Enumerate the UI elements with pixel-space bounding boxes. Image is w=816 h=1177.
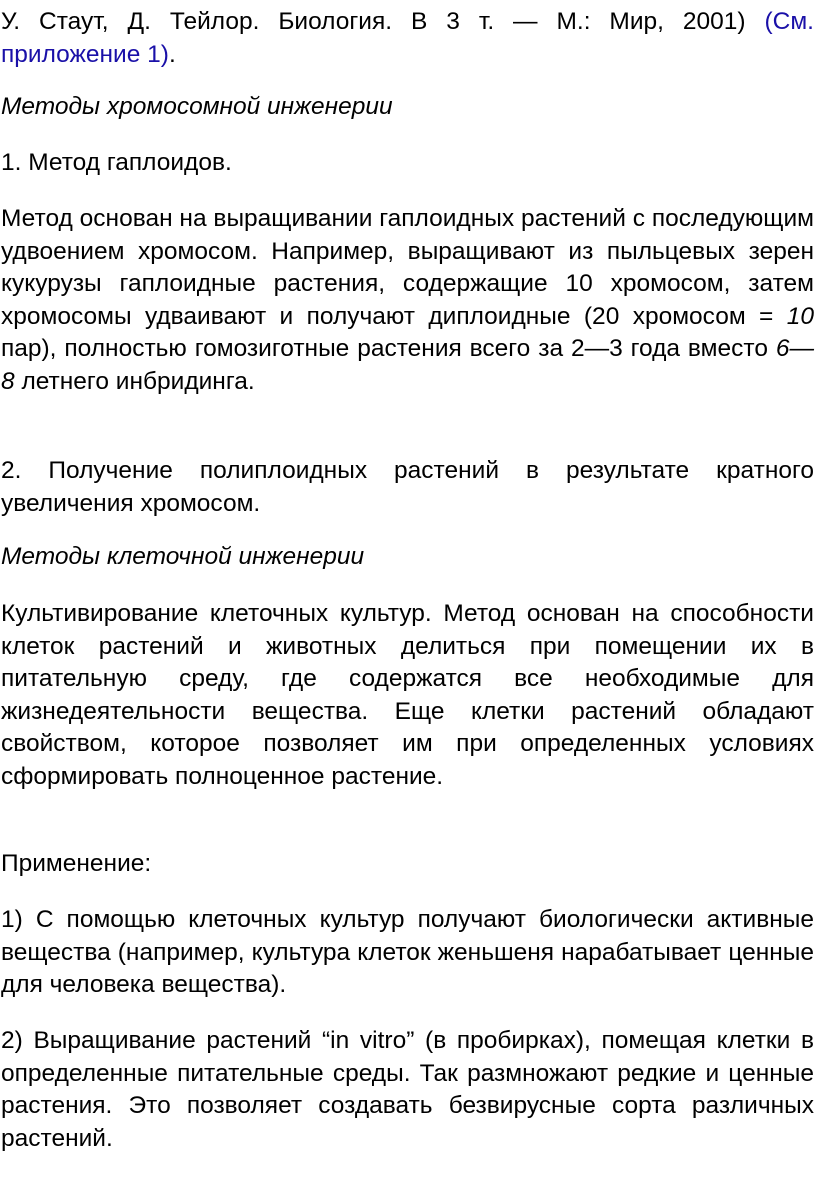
haploid-body-part1: Метод основан на выращивании гаплоидных растений с последующим удвоением хромосом. Например, выращивают из пыльцевых зерен кукурузы гаплоидные растения, содержащие 10 хромосом, затем хромосомы удваивают и получают диплоидные (20 хромосом =: [1, 205, 814, 330]
citation-text: У. Стаут, Д. Тейлор. Биология. В 3 т. — М.: Мир, 2001): [1, 8, 765, 35]
haploid-body-em2: 6—8: [1, 335, 814, 395]
cell-engineering-heading: Методы клеточной инженерии: [1, 543, 365, 570]
haploid-method-title: 1. Метод гаплоидов.: [1, 149, 232, 176]
cultivation-paragraph: Культивирование клеточных культур. Метод основан на способности клеток растений и животных делиться при помещении их в питательную среду, где содержатся все необходимые для жизнедеятельности вещества. Еще клетки растений обладают свойством, которое позволяет им при определенных условиях сформировать полноценное растение.: [1, 600, 814, 790]
polyploid-method: 2. Получение полиплоидных растений в результате кратного увеличения хромосом.: [1, 457, 814, 517]
application-item-1: 1) С помощью клеточных культур получают биологически активные вещества (например, культура клеток женьшеня нарабатывает ценные для человека вещества).: [1, 906, 814, 998]
haploid-body-em1: 10: [786, 302, 814, 330]
appendix-link[interactable]: (См. приложение 1): [1, 8, 814, 68]
chromosome-engineering-heading: Методы хромосомной инженерии: [1, 93, 393, 120]
citation-tail: .: [168, 40, 176, 68]
haploid-body-part2: пар), полностью гомозиготные растения всего за 2—3 года вместо: [1, 335, 776, 362]
haploid-method-body: [1, 203, 814, 398]
citation-paragraph: [1, 6, 814, 71]
haploid-body-part3: летнего инбридинга.: [14, 367, 255, 395]
application-item-2: 2) Выращивание растений “in vitro” (в пробирках), помещая клетки в определенные питательные среды. Так размножают редкие и ценные растения. Это позволяет создавать безвирусные сорта различных растений.: [1, 1027, 814, 1152]
application-label: Применение:: [1, 850, 152, 877]
